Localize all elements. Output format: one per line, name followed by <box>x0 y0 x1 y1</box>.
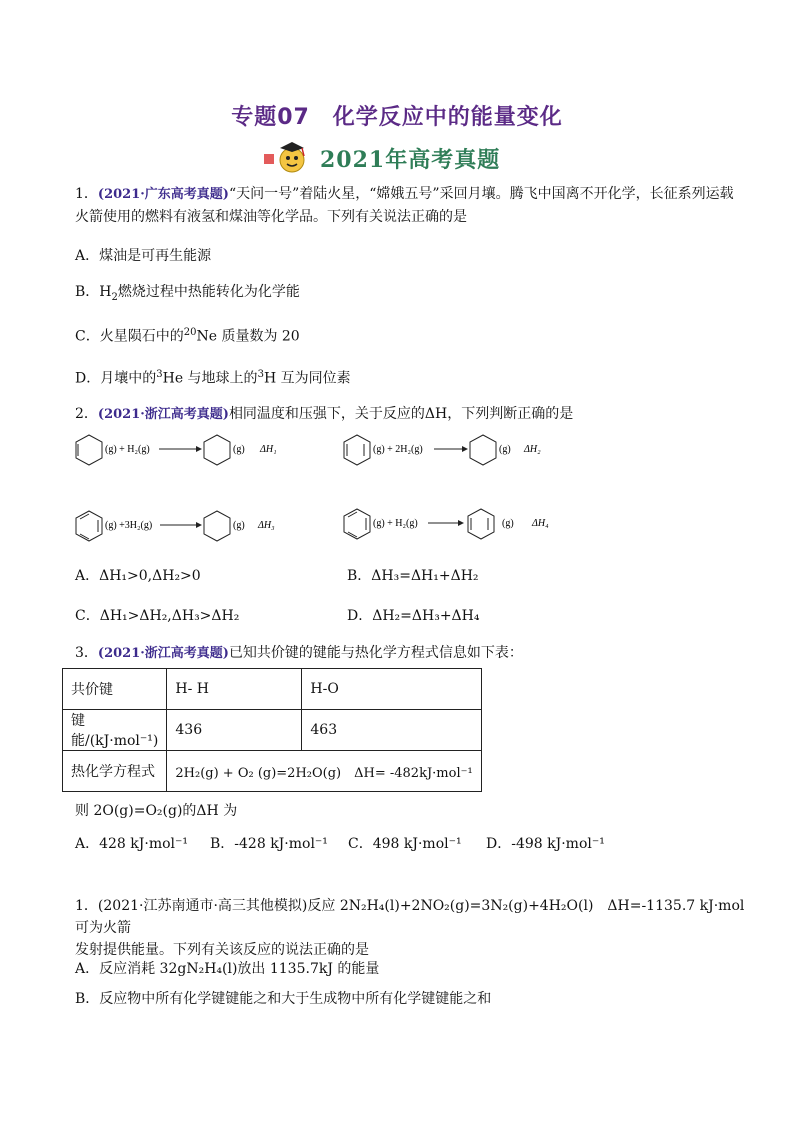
question-1-option-c: C．火星陨石中的$^{20}$Ne 质量数为 20 <box>75 327 300 345</box>
question-2-option-b: B．ΔH₃=ΔH₁+ΔH₂ <box>347 568 479 584</box>
question-1-stem: 1．(2021·广东高考真题)“天问一号”着陆火星，“嫦娥五号”采回月壤。腾飞中国离不开化学，长征系列运载 火箭使用的燃料有液氢和煤油等化学品。下列有关说法正确的是 <box>75 186 734 225</box>
reaction-2-scheme <box>342 428 572 472</box>
question-2-option-d: D．ΔH₂=ΔH₃+ΔH₄ <box>347 608 480 624</box>
question-3-option-a: A．428 kJ·mol⁻¹ <box>75 836 189 852</box>
question-3-ask: 则 2O(g)=O₂(g)的ΔH 为 <box>75 803 238 819</box>
reaction-4-reactant: (g) + H₂(g) <box>373 518 418 529</box>
reaction-4-scheme <box>342 502 572 546</box>
table-row <box>63 751 482 792</box>
reaction-3-label: ΔH₃ <box>258 520 275 531</box>
graduate-cap-mascot-icon <box>262 140 312 176</box>
table-cell: 436 <box>167 710 302 751</box>
question-1-option-a: A．煤油是可再生能源 <box>75 248 212 264</box>
reaction-2-reactant: (g) + 2H₂(g) <box>373 444 423 455</box>
question-4-option-b: B．反应物中所有化学键键能之和大于生成物中所有化学键键能之和 <box>75 991 492 1007</box>
question-2-option-a: A．ΔH₁>0,ΔH₂>0 <box>75 568 201 584</box>
reaction-1-product: (g) <box>233 444 245 455</box>
bond-energy-table <box>62 668 482 792</box>
banner-text: 2021年高考真题 <box>320 146 501 173</box>
question-1-option-b: B．$H_2$燃烧过程中热能转化为化学能 <box>75 284 300 303</box>
question-3-option-c: C．498 kJ·mol⁻¹ <box>348 836 462 852</box>
reaction-3-product: (g) <box>233 520 245 531</box>
reaction-4-label: ΔH₄ <box>532 518 549 529</box>
question-4-option-a: A．反应消耗 32gN₂H₄(l)放出 1135.7kJ 的能量 <box>75 961 380 977</box>
reaction-4-product: (g) <box>502 518 514 529</box>
reaction-3-scheme <box>74 504 304 548</box>
reaction-3-reactant: (g) +3H₂(g) <box>105 520 153 531</box>
question-2-option-c: C．ΔH₁>ΔH₂,ΔH₃>ΔH₂ <box>75 608 240 624</box>
table-cell: 键能/(kJ·mol⁻¹) <box>63 710 167 751</box>
table-row <box>63 710 482 751</box>
section-banner <box>262 140 500 176</box>
page-title: 专题07 化学反应中的能量变化 <box>231 105 563 130</box>
reaction-2-label: ΔH₂ <box>524 444 541 455</box>
table-cell: 463 <box>302 710 481 751</box>
reaction-1-label: ΔH₁ <box>260 444 277 455</box>
reaction-1-scheme <box>74 428 304 472</box>
table-cell: 共价键 <box>63 669 167 710</box>
question-source: (2021·浙江高考真题) <box>97 407 229 422</box>
question-4-stem: 1．(2021·江苏南通市·高三其他模拟)反应 2N₂H₄(l)+2NO₂(g)=3N₂(g)+4H₂O(l) ΔH=-1135.7 kJ·mol 可为火箭 发射提供能量。下列有关该反应的说法正确的是 <box>75 898 745 958</box>
question-3-option-b: B．-428 kJ·mol⁻¹ <box>210 836 328 852</box>
question-2-stem: 2．(2021·浙江高考真题)相同温度和压强下，关于反应的ΔH，下列判断正确的是 <box>75 406 574 422</box>
question-3-stem: 3．(2021·浙江高考真题)已知共价键的键能与热化学方程式信息如下表： <box>75 645 523 661</box>
question-source: (2021·江苏南通市·高三其他模拟) <box>97 898 308 914</box>
question-1-option-d: D．月壤中的$^3$He 与地球上的$^3$H 互为同位素 <box>75 369 351 387</box>
reaction-1-reactant: (g) + H₂(g) <box>105 444 150 455</box>
table-cell-equation: 2H₂(g) + O₂ (g)=2H₂O(g) ΔH= -482kJ·mol⁻¹ <box>167 751 481 792</box>
table-cell: 热化学方程式 <box>63 751 167 792</box>
table-row <box>63 669 482 710</box>
table-cell: H-O <box>302 669 481 710</box>
table-cell: H- H <box>167 669 302 710</box>
question-3-option-d: D．-498 kJ·mol⁻¹ <box>486 836 605 852</box>
reaction-2-product: (g) <box>499 444 511 455</box>
question-source: (2021·浙江高考真题) <box>97 646 229 661</box>
question-source: (2021·广东高考真题) <box>97 187 229 202</box>
